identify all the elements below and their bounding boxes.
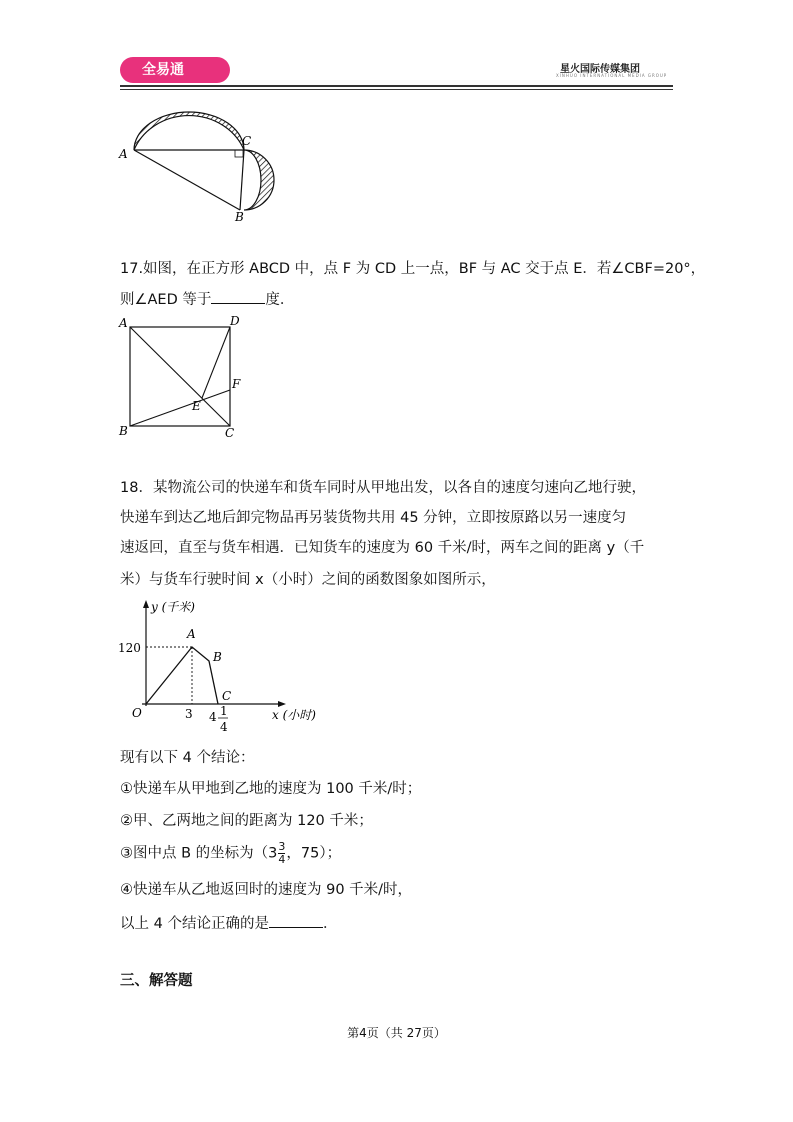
q17-line2-prefix: 则∠AED 等于 bbox=[120, 292, 212, 308]
q18-line1: 18．某物流公司的快递车和货车同时从甲地出发，以各自的速度匀速向乙地行驶， bbox=[120, 480, 646, 496]
header-divider-thin bbox=[120, 89, 673, 90]
q18-final-suffix: ． bbox=[322, 916, 338, 932]
figure-17 bbox=[115, 312, 255, 442]
q18-line3: 速返回，直至与货车相遇．已知货车的速度为 60 千米/时，两车之间的距离 y（千 bbox=[120, 540, 645, 556]
figure-16 bbox=[110, 95, 290, 225]
page-footer: 第4页（共 27页） bbox=[347, 1026, 446, 1040]
q18-line2: 快递车到达乙地后卸完物品再另装货物共用 45 分钟，立即按原路以另一速度匀 bbox=[120, 510, 627, 526]
shaded-region-small bbox=[244, 150, 274, 210]
q18-conclusion-2: ②甲、乙两地之间的距离为 120 千米； bbox=[120, 813, 373, 829]
segment-ab bbox=[134, 150, 240, 210]
figure-18-graph bbox=[112, 598, 327, 738]
segment-bf bbox=[130, 390, 230, 426]
q17-line2-suffix: 度． bbox=[265, 292, 295, 308]
origin-label: O bbox=[132, 706, 142, 720]
q18-conclusion-4: ④快递车从乙地返回时的速度为 90 千米/时， bbox=[120, 882, 413, 898]
shaded-region-large bbox=[134, 112, 244, 150]
diagonal-ac bbox=[130, 327, 230, 426]
frac-denominator: 4 bbox=[278, 853, 286, 866]
q18-c3-fraction bbox=[278, 841, 285, 866]
x-tick-frac-den: 4 bbox=[220, 720, 228, 734]
q18-c3-suffix: ，75）； bbox=[286, 845, 342, 862]
x-tick-frac-num: 1 bbox=[220, 704, 228, 718]
right-angle-mark bbox=[235, 150, 243, 157]
y-axis-arrow bbox=[143, 600, 149, 608]
label-f: F bbox=[232, 377, 241, 391]
q17-line2 bbox=[120, 289, 294, 310]
q18-conclusion-3 bbox=[120, 841, 341, 866]
q18-line4: 米）与货车行驶时间 x（小时）之间的函数图象如图所示， bbox=[120, 572, 496, 588]
q17-answer-blank bbox=[211, 289, 265, 304]
q18-final-prefix: 以上 4 个结论正确的是 bbox=[120, 916, 269, 932]
point-a-label: A bbox=[187, 627, 196, 641]
y-axis-label: y (千米) bbox=[151, 600, 195, 614]
label-e: E bbox=[192, 399, 201, 413]
org-subtitle: XINHUO INTERNATIONAL MEDIA GROUP bbox=[556, 73, 668, 78]
x-tick-4: 4 bbox=[209, 710, 217, 724]
q18-c3-prefix: ③图中点 B 的坐标为（3 bbox=[120, 845, 278, 862]
label-c: C bbox=[225, 426, 235, 440]
frac-numerator: 3 bbox=[278, 840, 286, 853]
header-divider bbox=[120, 85, 673, 87]
graph-line-oabc bbox=[146, 647, 218, 704]
q17-line1: 17.如图，在正方形 ABCD 中，点 F 为 CD 上一点，BF 与 AC 交于点 E．若∠CBF=20°， bbox=[120, 261, 706, 277]
label-d: D bbox=[230, 314, 240, 328]
x-axis-arrow bbox=[278, 701, 286, 707]
point-b-label: B bbox=[213, 650, 222, 664]
q18-answer-blank bbox=[269, 913, 323, 928]
x-tick-3: 3 bbox=[185, 707, 193, 721]
label-b: B bbox=[235, 210, 244, 224]
brand-logo: 全易通 bbox=[120, 57, 230, 83]
label-a: A bbox=[119, 147, 128, 161]
label-a: A bbox=[119, 316, 128, 330]
x-axis-label: x (小时) bbox=[272, 708, 316, 722]
q18-conclusion-1: ①快递车从甲地到乙地的速度为 100 千米/时； bbox=[120, 781, 422, 797]
section-title: 三、解答题 bbox=[120, 973, 193, 989]
segment-cb bbox=[240, 150, 244, 210]
label-b: B bbox=[119, 424, 128, 438]
label-c: C bbox=[242, 134, 252, 148]
q18-conclusions-intro: 现有以下 4 个结论： bbox=[120, 750, 255, 766]
org-name: 星火国际传媒集团 bbox=[560, 64, 640, 75]
q18-final bbox=[120, 913, 337, 934]
y-tick-120: 120 bbox=[118, 641, 141, 655]
point-c-label: C bbox=[222, 689, 232, 703]
segment-de bbox=[202, 327, 230, 398]
